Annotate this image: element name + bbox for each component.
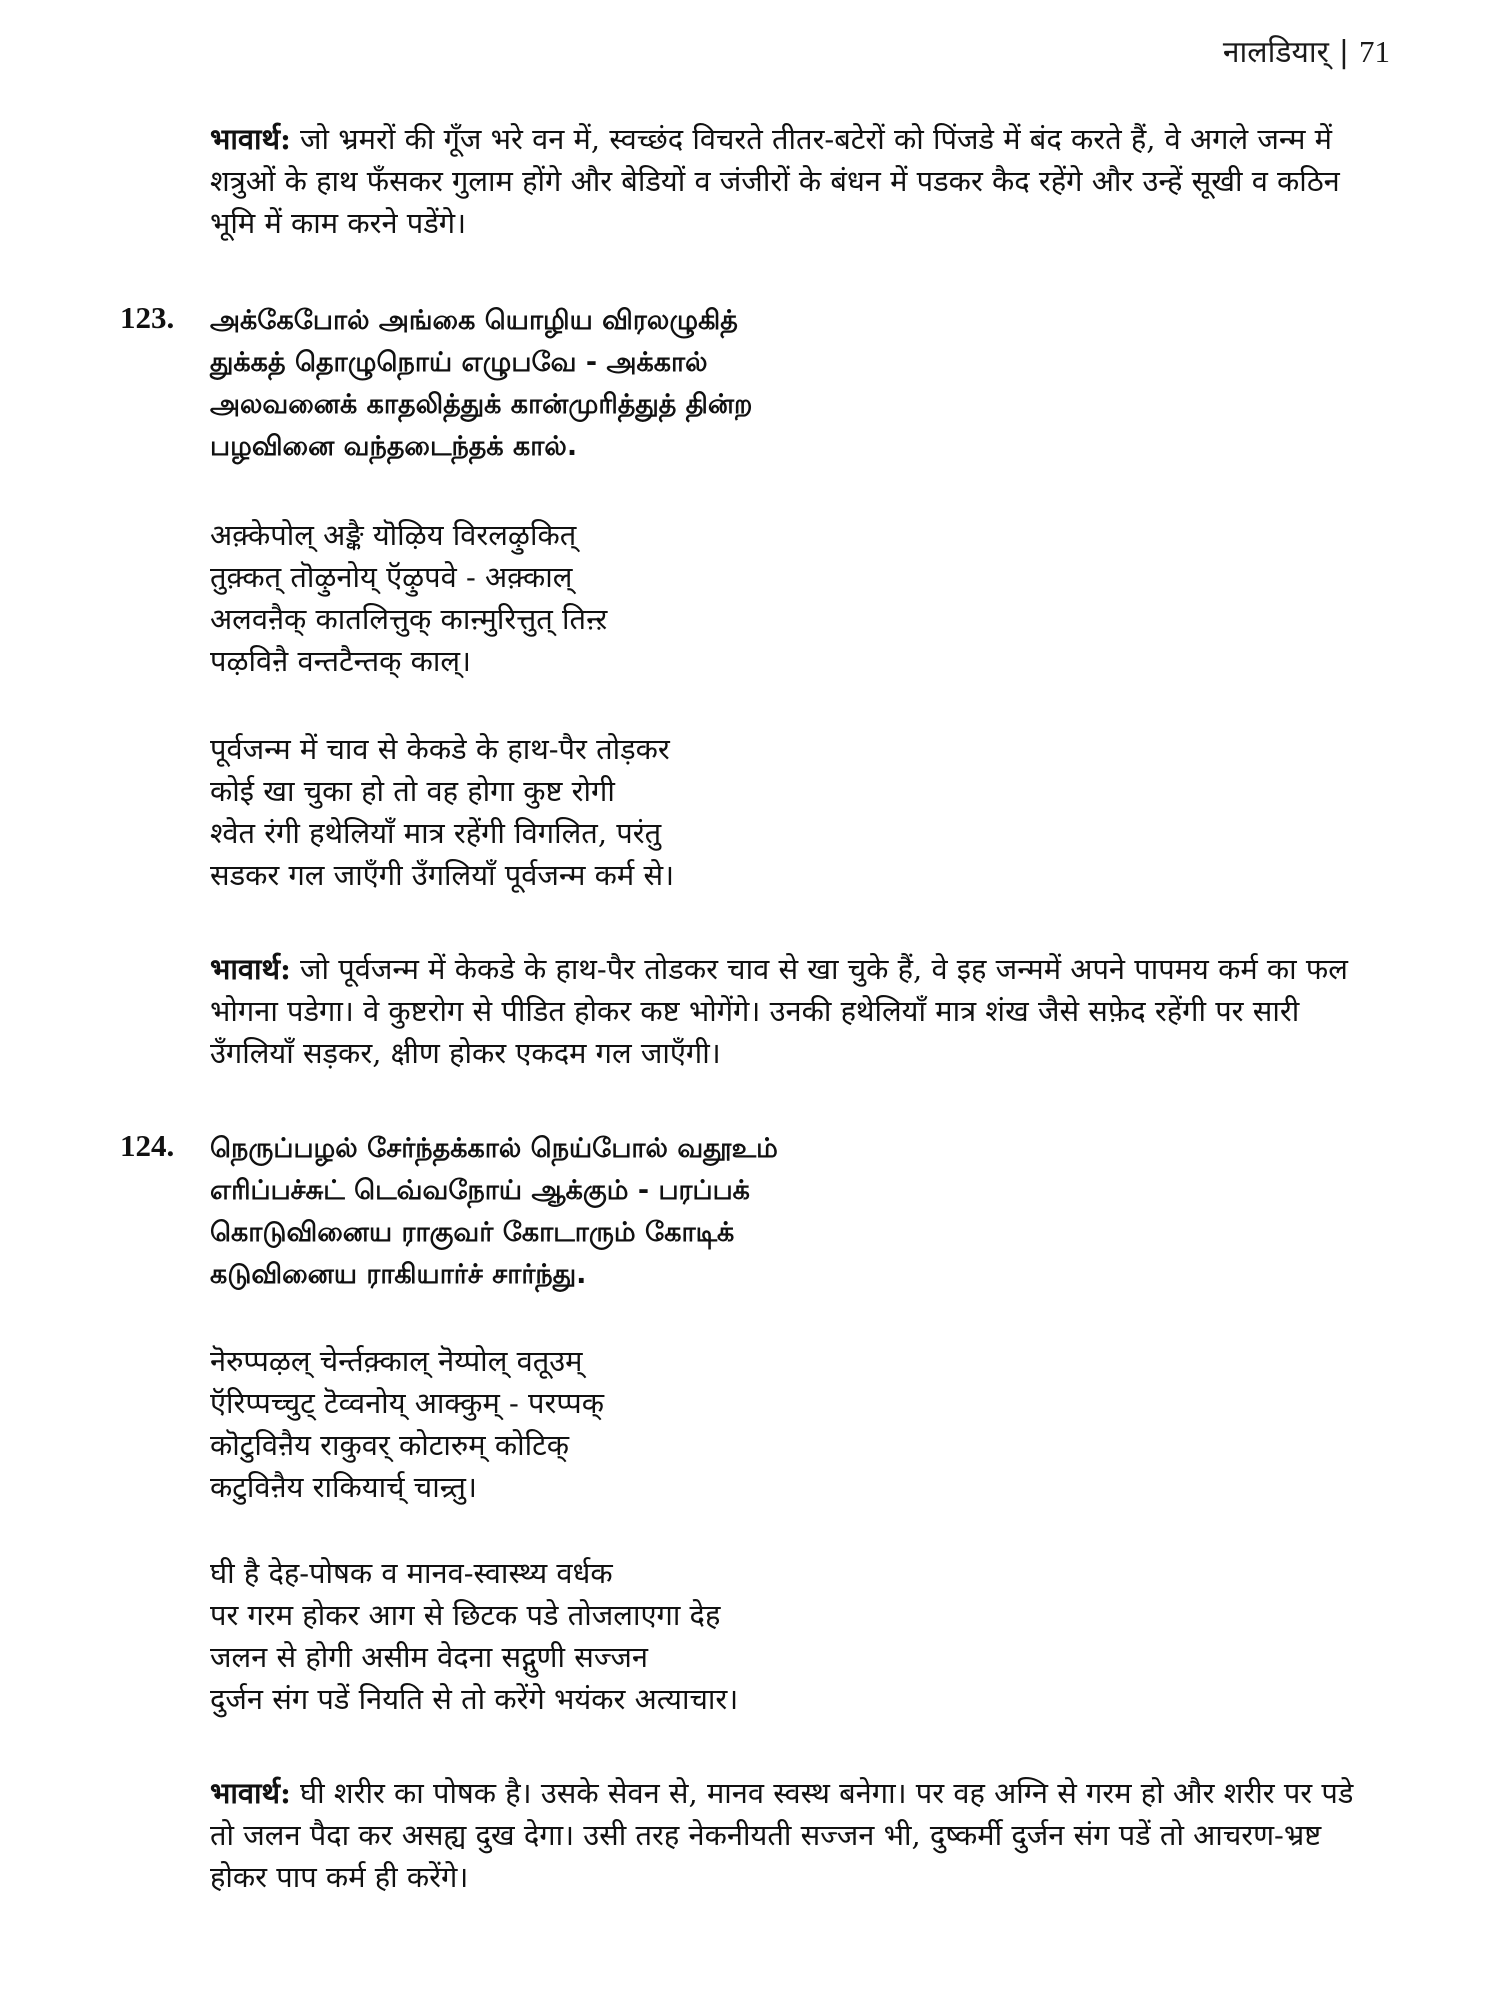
hindi-line: श्वेत रंगी हथेलियाँ मात्र रहेंगी विगलित, परंतु — [210, 816, 662, 850]
tamil-line: நெருப்பழல் சேர்ந்தக்கால் நெய்போல் வதூஉம் — [210, 1133, 778, 1164]
meaning-label: भावार्थ: — [210, 122, 291, 156]
running-header — [1223, 30, 1390, 71]
verse-124-meaning — [210, 1772, 1360, 1898]
verse-124-hindi — [210, 1552, 1360, 1720]
transliteration-line: अक़्केपोल् अङ्कै यॊऴिय विरलऴुकित् — [210, 518, 577, 552]
transliteration-line: ऍरिप्पच्चुट् टॆव्वनोय् आक्कुम् - परप्पक् — [210, 1386, 605, 1420]
meaning-label: भावार्थ: — [210, 1776, 291, 1810]
meaning-paragraph — [210, 948, 1360, 1074]
meaning-paragraph — [210, 118, 1360, 244]
hindi-line: सडकर गल जाएँगी उँगलियाँ पूर्वजन्म कर्म से। — [210, 858, 675, 892]
tamil-line: துக்கத் தொழுநொய் எழுபவே - அக்கால் — [210, 347, 708, 378]
verse-124-tamil — [210, 1128, 1360, 1296]
transliteration-line: पऴविऩै वन्तटैन्तक् काल्। — [210, 644, 472, 678]
verse-number: 124. — [120, 1128, 175, 1163]
meaning-text: जो पूर्वजन्म में केकडे के हाथ-पैर तोडकर चाव से खा चुके हैं, वे इह जन्ममें अपने पापमय कर्म का फल भोगना पडेगा। वे कुष्टरोग से पीडित होकर कष्ट भोगेंगे। उनकी हथेलियाँ मात्र शंख जैसे सफ़ेद रहेंगी पर सारी उँगलियाँ सड़कर, क्षीण होकर एकदम गल जाएँगी। — [210, 952, 1348, 1070]
book-title: नालडियार् — [1222, 35, 1329, 70]
header-separator: | — [1338, 35, 1349, 70]
meaning-label: भावार्थ: — [210, 952, 291, 986]
page-number: 71 — [1359, 34, 1390, 69]
intro-meaning — [210, 118, 1360, 244]
verse-123-tamil — [210, 300, 1360, 468]
meaning-text: घी शरीर का पोषक है। उसके सेवन से, मानव स्वस्थ बनेगा। पर वह अग्नि से गरम हो और शरीर पर पडे तो जलन पैदा कर असह्य दुख देगा। उसी तरह नेकनीयती सज्जन भी, दुष्कर्मी दुर्जन संग पडें तो आचरण-भ्रष्ट होकर पाप कर्म ही करेंगे। — [210, 1776, 1354, 1894]
tamil-line: கடுவினைய ராகியார்ச் சார்ந்து. — [210, 1259, 587, 1290]
verse-124-transliteration — [210, 1340, 1360, 1508]
hindi-line: दुर्जन संग पडें नियति से तो करेंगे भयंकर अत्याचार। — [210, 1682, 739, 1716]
tamil-line: பழவினை வந்தடைந்தக் கால். — [210, 431, 578, 462]
verse-123-hindi — [210, 728, 1360, 896]
tamil-line: எரிப்பச்சுட் டெவ்வநோய் ஆக்கும் - பரப்பக் — [210, 1175, 750, 1206]
hindi-line: घी है देह-पोषक व मानव-स्वास्थ्य वर्धक — [210, 1556, 613, 1590]
tamil-line: கொடுவினைய ராகுவர் கோடாரும் கோடிக் — [210, 1217, 735, 1248]
meaning-text: जो भ्रमरों की गूँज भरे वन में, स्वच्छंद विचरते तीतर-बटेरों को पिंजडे में बंद करते हैं, वे अगले जन्म में शत्रुओं के हाथ फँसकर गुलाम होंगे और बेडियों व जंजीरों के बंधन में पडकर कैद रहेंगे और उन्हें सूखी व कठिन भूमि में काम करने पडेंगे। — [210, 122, 1340, 240]
hindi-line: जलन से होगी असीम वेदना सद्गुणी सज्जन — [210, 1640, 649, 1674]
hindi-line: पूर्वजन्म में चाव से केकडे के हाथ-पैर तोड़कर — [210, 732, 670, 766]
transliteration-line: कटुविऩैय राकियार्च् चान्र्तु। — [210, 1470, 477, 1504]
transliteration-line: नॆरुप्पऴल् चेर्न्तक़्काल् नॆय्पोल् वतूउम् — [210, 1344, 583, 1378]
transliteration-line: तुक़्कत् तॊऴुनोय् ऍऴुपवे - अक़्काल् — [210, 560, 573, 594]
tamil-line: அலவனைக் காதலித்துக் கான்முரித்துத் தின்ற — [210, 389, 753, 420]
hindi-line: पर गरम होकर आग से छिटक पडे तोजलाएगा देह — [210, 1598, 721, 1632]
verse-123-meaning — [210, 948, 1360, 1074]
tamil-line: அக்கேபோல் அங்கை யொழிய விரலழுகித் — [210, 305, 738, 336]
transliteration-line: कॊटुविऩैय राकुवर् कोटारुम् कोटिक् — [210, 1428, 570, 1462]
verse-number: 123. — [120, 300, 175, 335]
hindi-line: कोई खा चुका हो तो वह होगा कुष्ट रोगी — [210, 774, 615, 808]
verse-123-transliteration — [210, 514, 1360, 682]
transliteration-line: अलवऩैक् कातलित्तुक् काऩ्मुरित्तुत् तिऩ्ऱ — [210, 602, 608, 636]
meaning-paragraph — [210, 1772, 1360, 1898]
